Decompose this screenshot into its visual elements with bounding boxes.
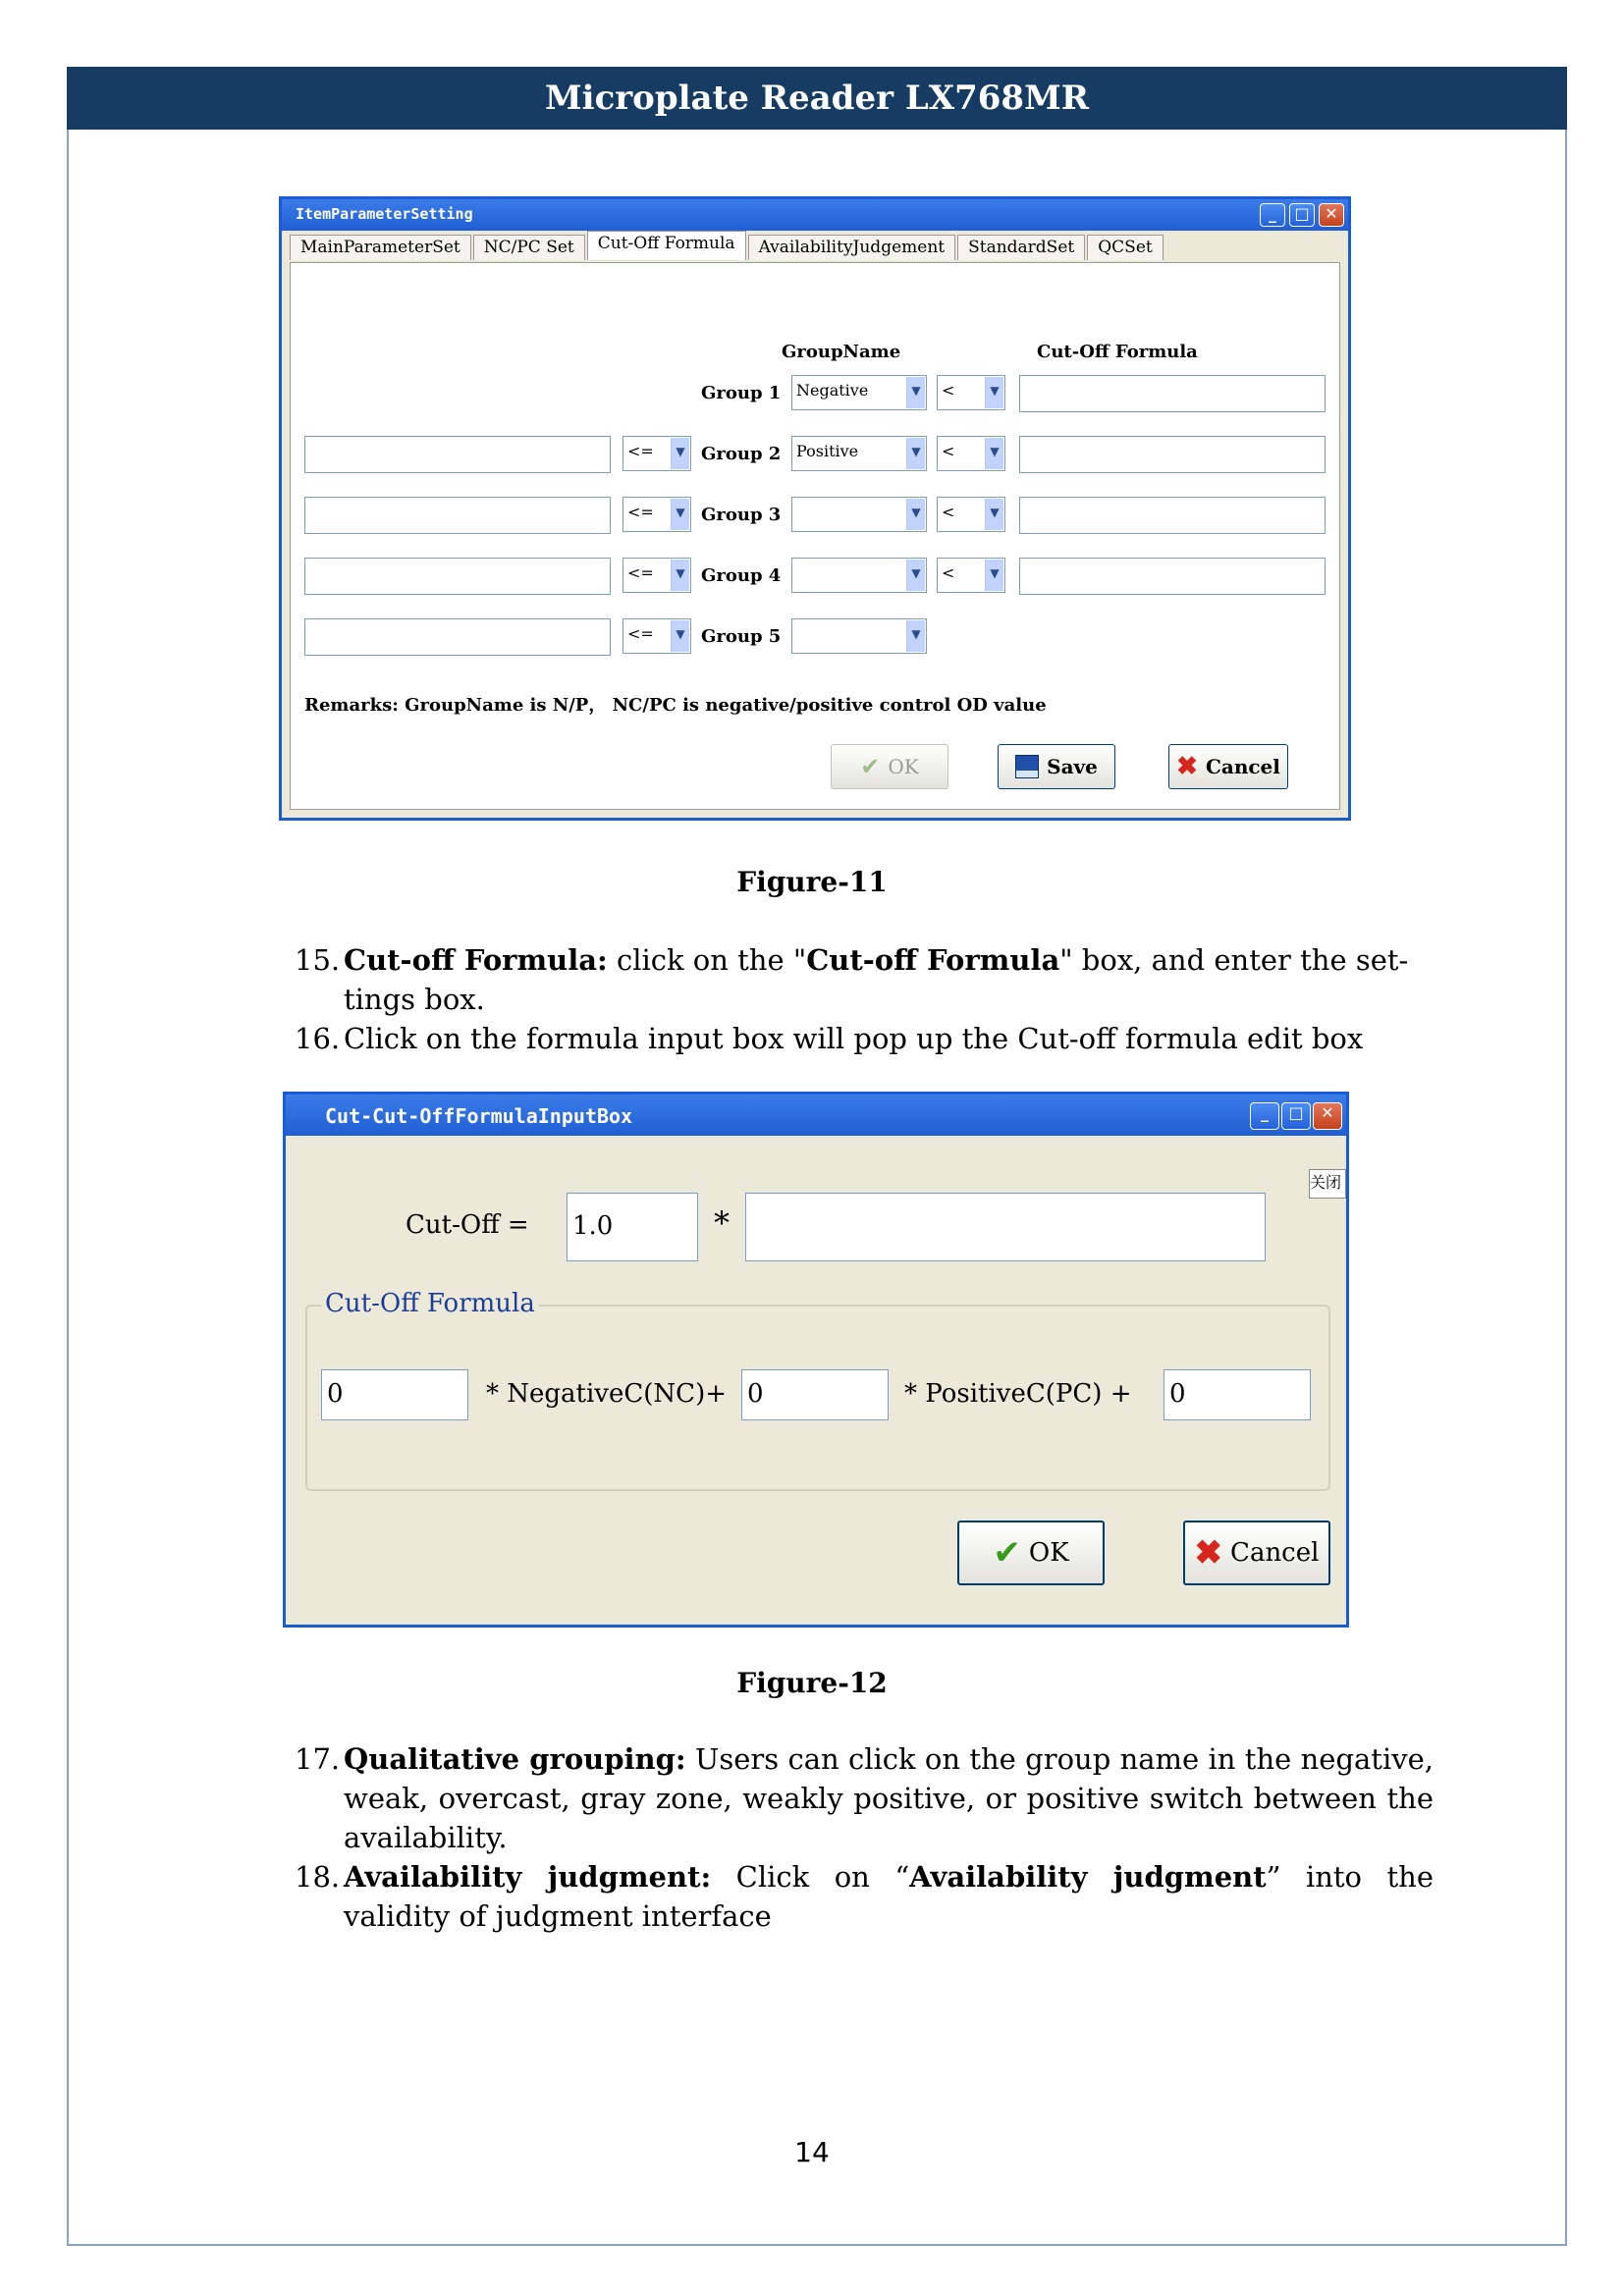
window-title: Cut-Cut-OffFormulaInputBox [325,1104,633,1128]
operator-value: < [942,442,955,460]
group-name-select[interactable] [791,436,927,471]
lt-operator-select[interactable] [937,497,1005,532]
chevron-down-icon: ▼ [906,377,925,408]
cutoff-value-input[interactable]: 1.0 [567,1193,698,1261]
header-title: Microplate Reader LX768MR [545,79,1089,118]
item-text: ” into the validity of judgment interface [344,1860,1434,1933]
item-term: Qualitative grouping: [344,1742,686,1776]
figure-12-caption: Figure-12 [736,1667,888,1699]
maximize-icon[interactable]: □ [1289,203,1315,227]
minimize-icon[interactable]: _ [1250,1102,1279,1130]
group-name-select[interactable] [791,558,927,593]
close-hint: 关闭 [1309,1169,1346,1199]
cutoff-formula-input[interactable] [1019,558,1326,595]
item-term: Availability judgment: [344,1860,712,1894]
checkmark-icon: ✔ [860,753,881,780]
cutoff-factor-input[interactable] [745,1193,1266,1261]
cutoff-column-header: Cut-Off Formula [1037,342,1198,362]
groupname-column-header: GroupName [782,342,901,362]
group-name-select[interactable] [791,375,927,410]
cut-off-formula-panel [290,262,1340,810]
item-parameter-setting-window [279,196,1351,821]
constant-input[interactable]: 0 [1164,1369,1311,1420]
item-number: 17. [295,1742,341,1776]
ok-button[interactable] [831,744,948,789]
operator-value: <= [627,503,654,521]
remarks-text: Remarks: GroupName is N/P， NC/PC is negative/positive control OD value [304,695,1047,716]
cancel-button[interactable] [1183,1521,1330,1585]
group-label: Group 2 [701,444,782,464]
cancel-label: Cancel [1205,755,1280,778]
operator-value: <= [627,624,654,643]
item-term-inline: Cut-off Formula [806,943,1060,977]
group-name-value: Negative [796,381,869,400]
group-label: Group 4 [701,565,782,586]
lower-bound-input[interactable] [304,497,611,534]
tab-nc-pc-set[interactable]: NC/PC Set [473,235,585,260]
item-text: click on the " [607,943,807,977]
operator-value: < [942,563,955,582]
page-header [67,67,1567,130]
chevron-down-icon: ▼ [985,438,1003,469]
minimize-icon[interactable]: _ [1260,203,1285,227]
chevron-down-icon: ▼ [671,499,689,530]
item-body [344,1857,1434,1936]
lower-bound-input[interactable] [304,558,611,595]
floppy-disk-icon [1015,755,1039,778]
item-text: " box, and enter the set- [1059,943,1409,977]
chevron-down-icon: ▼ [906,620,925,652]
item-term: Cut-off Formula: [344,943,608,977]
operator-value: <= [627,563,654,582]
cutoff-formula-input[interactable] [1019,436,1326,473]
multiply-sign: * [714,1204,730,1242]
tab-qc-set[interactable]: QCSet [1087,235,1163,260]
cutoff-formula-input[interactable] [1019,375,1326,412]
item-term-inline: Availability judgment [909,1860,1267,1894]
chevron-down-icon: ▼ [906,438,925,469]
red-x-icon: ✖ [1176,752,1198,781]
group-label: Group 3 [701,505,782,525]
group-name-select[interactable] [791,618,927,654]
list-item [295,1019,1434,1058]
cutoff-label: Cut-Off = [406,1210,529,1240]
item-number: 16. [295,1022,341,1055]
item-text: Users can click on the group name in the negative, weak, overcast, gray zone, weakly positive, or positive switch between the availability. [344,1742,1434,1854]
nc-term-label: * NegativeC(NC)+ [486,1379,727,1409]
cutoff-formula-input-box-window [283,1092,1349,1628]
chevron-down-icon: ▼ [985,499,1003,530]
chevron-down-icon: ▼ [906,560,925,591]
group-name-value: Positive [796,442,859,460]
chevron-down-icon: ▼ [985,377,1003,408]
nc-coefficient-input[interactable]: 0 [321,1369,468,1420]
pc-coefficient-input[interactable]: 0 [741,1369,889,1420]
pc-term-label: * PositiveC(PC) + [904,1379,1132,1409]
lower-bound-input[interactable] [304,436,611,473]
window-titlebar [282,199,1348,231]
figure-11-caption: Figure-11 [736,866,888,898]
le-operator-select[interactable] [623,618,691,654]
close-icon[interactable]: ✕ [1319,203,1344,227]
lt-operator-select[interactable] [937,375,1005,410]
lt-operator-select[interactable] [937,558,1005,593]
window-titlebar [286,1095,1346,1136]
group-name-select[interactable] [791,497,927,532]
operator-value: < [942,503,955,521]
chevron-down-icon: ▼ [671,438,689,469]
cancel-button[interactable] [1168,744,1288,789]
save-label: Save [1047,755,1098,778]
formula-group-title: Cut-Off Formula [321,1289,539,1318]
chevron-down-icon: ▼ [671,560,689,591]
le-operator-select[interactable] [623,436,691,471]
lower-bound-input[interactable] [304,618,611,656]
item-body [344,940,1434,1019]
list-item [295,940,1434,1019]
chevron-down-icon: ▼ [985,560,1003,591]
item-number: 18. [295,1860,341,1894]
item-body [344,1739,1434,1857]
red-x-icon: ✖ [1194,1533,1223,1573]
ok-label: OK [1028,1538,1069,1568]
window-title: ItemParameterSetting [296,205,473,223]
chevron-down-icon: ▼ [671,620,689,652]
tab-cut-off-formula[interactable]: Cut-Off Formula [587,231,746,260]
checkmark-icon: ✔ [993,1533,1021,1573]
list-item [295,1857,1434,1936]
item-text-line2: tings box. [344,983,485,1016]
maximize-icon[interactable]: □ [1281,1102,1311,1130]
group-label: Group 5 [701,626,782,647]
chevron-down-icon: ▼ [906,499,925,530]
item-text: Click on “ [711,1860,910,1894]
ok-button[interactable] [957,1521,1105,1585]
ok-label: OK [888,755,919,778]
page-number: 14 [794,2136,830,2168]
list-item [295,1739,1434,1857]
cancel-label: Cancel [1230,1538,1320,1568]
group-label: Group 1 [701,383,782,403]
item-text: Click on the formula input box will pop up the Cut-off formula edit box [344,1022,1364,1055]
operator-value: <= [627,442,654,460]
close-icon[interactable]: ✕ [1313,1102,1342,1130]
tab-main-parameter-set[interactable]: MainParameterSet [290,235,471,260]
tab-standard-set[interactable]: StandardSet [957,235,1085,260]
item-number: 15. [295,943,341,977]
tab-strip [290,235,1165,260]
operator-value: < [942,381,955,400]
le-operator-select[interactable] [623,497,691,532]
tab-availability-judgement[interactable]: AvailabilityJudgement [748,235,956,260]
cutoff-formula-input[interactable] [1019,497,1326,534]
le-operator-select[interactable] [623,558,691,593]
lt-operator-select[interactable] [937,436,1005,471]
save-button[interactable] [998,744,1115,789]
